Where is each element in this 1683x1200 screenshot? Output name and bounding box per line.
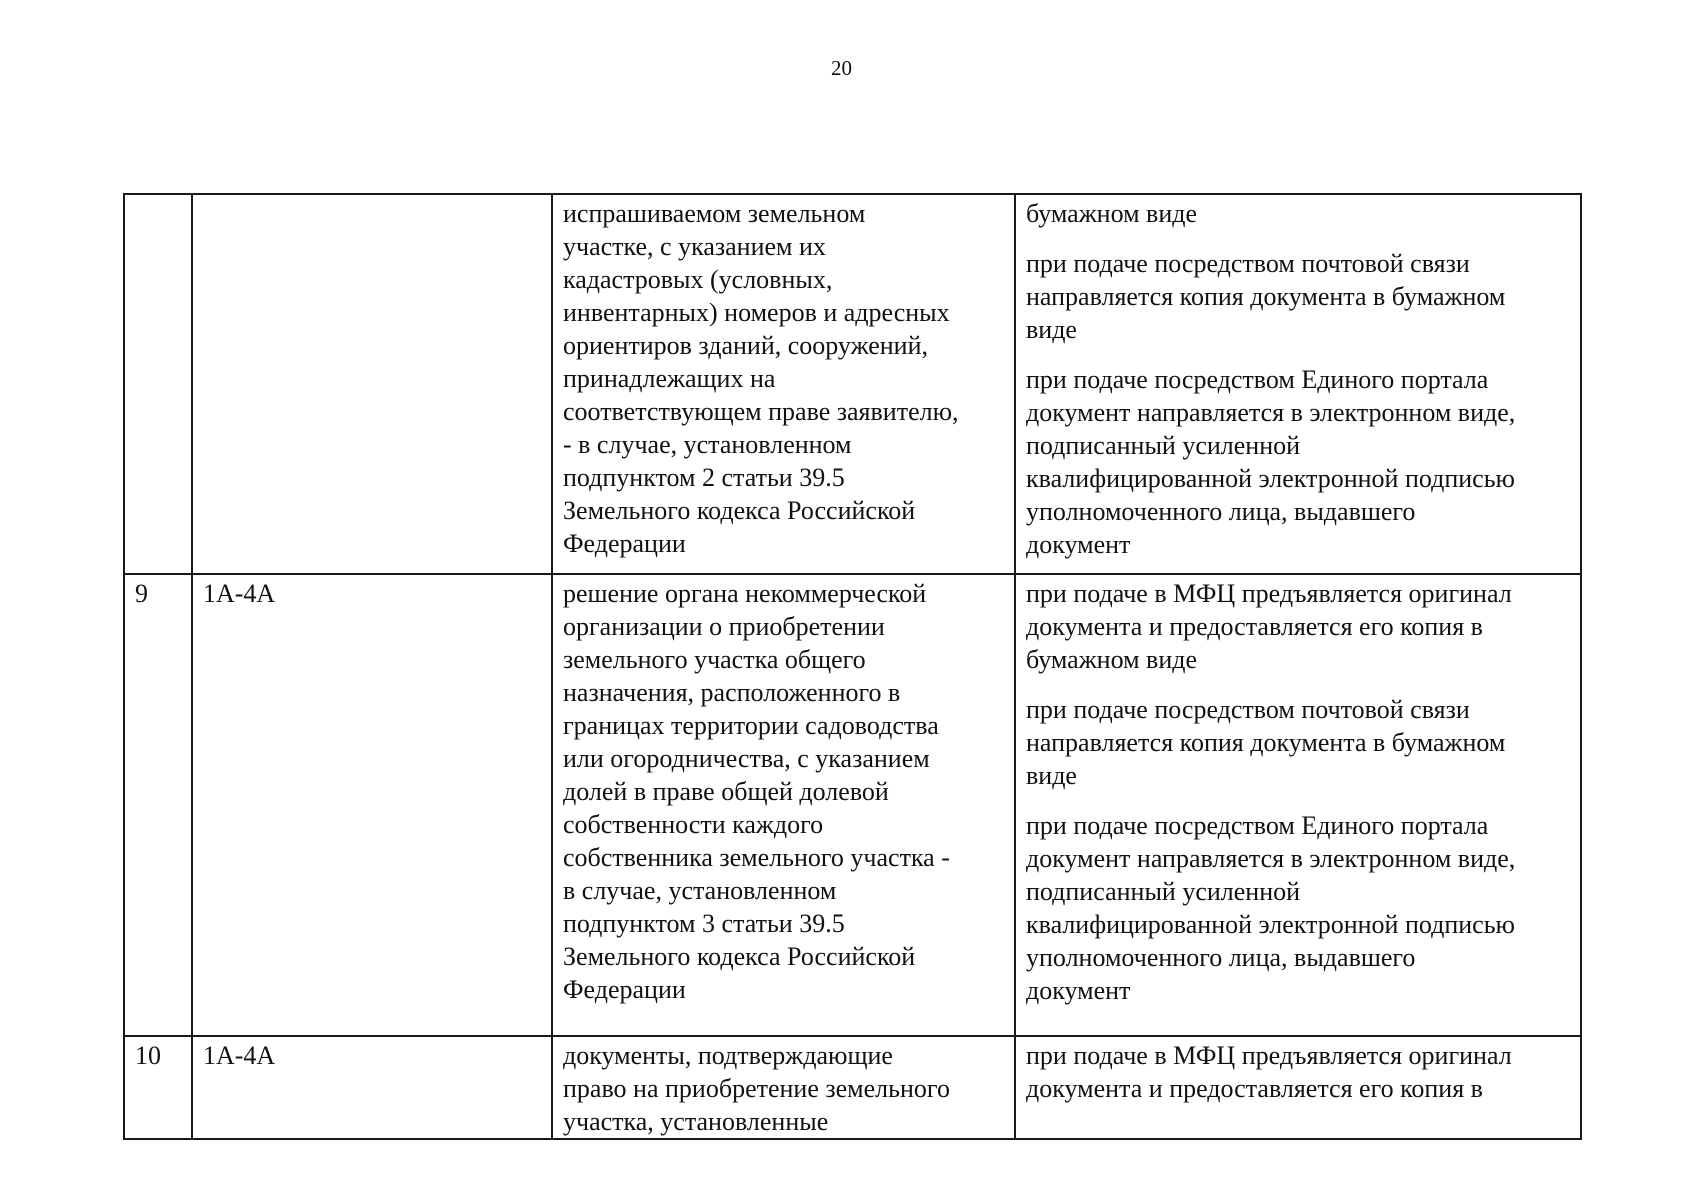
submission-method-line: направляется копия документа в бумажном [1026,728,1506,757]
document-description-line: земельного участка общего [563,645,866,674]
document-description-line: подпунктом 3 статьи 39.5 [563,909,845,938]
submission-method-line: виде [1026,761,1077,790]
submission-method-line: уполномоченного лица, выдавшего [1026,497,1416,526]
document-description-cell [552,574,1015,1036]
submission-method-line: бумажном виде [1026,645,1198,674]
submission-method-line: документа и предоставляется его копия в [1026,1074,1483,1103]
submission-method-line: документ [1026,530,1131,559]
document-description-paragraph [563,577,1004,1006]
document-description-line: участка, установленные [563,1107,829,1136]
document-description-line: - в случае, установленном [563,430,852,459]
submission-method-paragraph [1026,363,1570,561]
applicant-code-cell [192,194,552,574]
submission-method-paragraph [1026,247,1570,346]
submission-method-line: бумажном виде [1026,199,1198,228]
applicant-code: 1А-4А [203,1041,276,1070]
table-row [124,194,1581,574]
document-description-line: Земельного кодекса Российской [563,496,916,525]
submission-method-cell [1015,574,1581,1036]
document-description-line: кадастровых (условных, [563,265,833,294]
row-number-cell [124,1036,192,1139]
document-description-paragraph [563,197,1004,560]
document-description-line: организации о приобретении [563,612,885,641]
submission-method-cell [1015,194,1581,574]
row-number: 10 [135,1041,161,1070]
page-number: 20 [831,56,852,80]
submission-method-line: документа и предоставляется его копия в [1026,612,1483,641]
document-description-line: соответствующем праве заявителю, [563,397,959,426]
submission-method-line: документ направляется в электронном виде, [1026,398,1516,427]
table-row [124,574,1581,1036]
document-description-line: инвентарных) номеров и адресных [563,298,950,327]
document-description-line: ориентиров зданий, сооружений, [563,331,928,360]
applicant-code: 1А-4А [203,579,276,608]
submission-method-line: подписанный усиленной [1026,877,1301,906]
row-number-cell [124,194,192,574]
requirements-table [123,193,1582,1140]
table-row [124,1036,1581,1139]
row-number-cell [124,574,192,1036]
submission-method-paragraph [1026,197,1570,230]
row-number: 9 [135,579,148,608]
document-description-line: Федерации [563,529,686,558]
document-description-line: принадлежащих на [563,364,776,393]
submission-method-paragraph [1026,577,1570,676]
document-description-paragraph [563,1039,1004,1138]
document-description-line: испрашиваемом земельном [563,199,866,228]
document-description-line: право на приобретение земельного [563,1074,950,1103]
submission-method-line: при подаче посредством почтовой связи [1026,249,1470,278]
document-description-line: участке, с указанием их [563,232,826,261]
submission-method-line: при подаче посредством Единого портала [1026,811,1489,840]
submission-method-paragraph [1026,809,1570,1007]
submission-method-line: направляется копия документа в бумажном [1026,282,1506,311]
submission-method-line: документ [1026,976,1131,1005]
applicant-code-cell [192,1036,552,1139]
document-description-line: в случае, установленном [563,876,837,905]
document-description-line: документы, подтверждающие [563,1041,893,1070]
document-description-line: собственности каждого [563,810,824,839]
table-body [124,194,1581,1139]
submission-method-line: квалифицированной электронной подписью [1026,464,1515,493]
submission-method-line: при подаче посредством почтовой связи [1026,695,1470,724]
submission-method-line: при подаче в МФЦ предъявляется оригинал [1026,1041,1512,1070]
submission-method-line: виде [1026,315,1077,344]
document-description-line: или огородничества, с указанием [563,744,930,773]
submission-method-line: подписанный усиленной [1026,431,1301,460]
submission-method-line: при подаче посредством Единого портала [1026,365,1489,394]
document-description-line: собственника земельного участка - [563,843,950,872]
document-description-line: Федерации [563,975,686,1004]
submission-method-cell [1015,1036,1581,1139]
submission-method-line: уполномоченного лица, выдавшего [1026,943,1416,972]
submission-method-line: квалифицированной электронной подписью [1026,910,1515,939]
submission-method-paragraph [1026,693,1570,792]
applicant-code-cell [192,574,552,1036]
document-description-line: подпунктом 2 статьи 39.5 [563,463,845,492]
document-description-cell [552,194,1015,574]
submission-method-paragraph [1026,1039,1570,1105]
document-description-line: решение органа некоммерческой [563,579,927,608]
submission-method-line: документ направляется в электронном виде, [1026,844,1516,873]
document-description-line: долей в праве общей долевой [563,777,889,806]
submission-method-line: при подаче в МФЦ предъявляется оригинал [1026,579,1512,608]
document-description-line: границах территории садоводства [563,711,939,740]
document-description-cell [552,1036,1015,1139]
document-description-line: Земельного кодекса Российской [563,942,916,971]
document-description-line: назначения, расположенного в [563,678,901,707]
